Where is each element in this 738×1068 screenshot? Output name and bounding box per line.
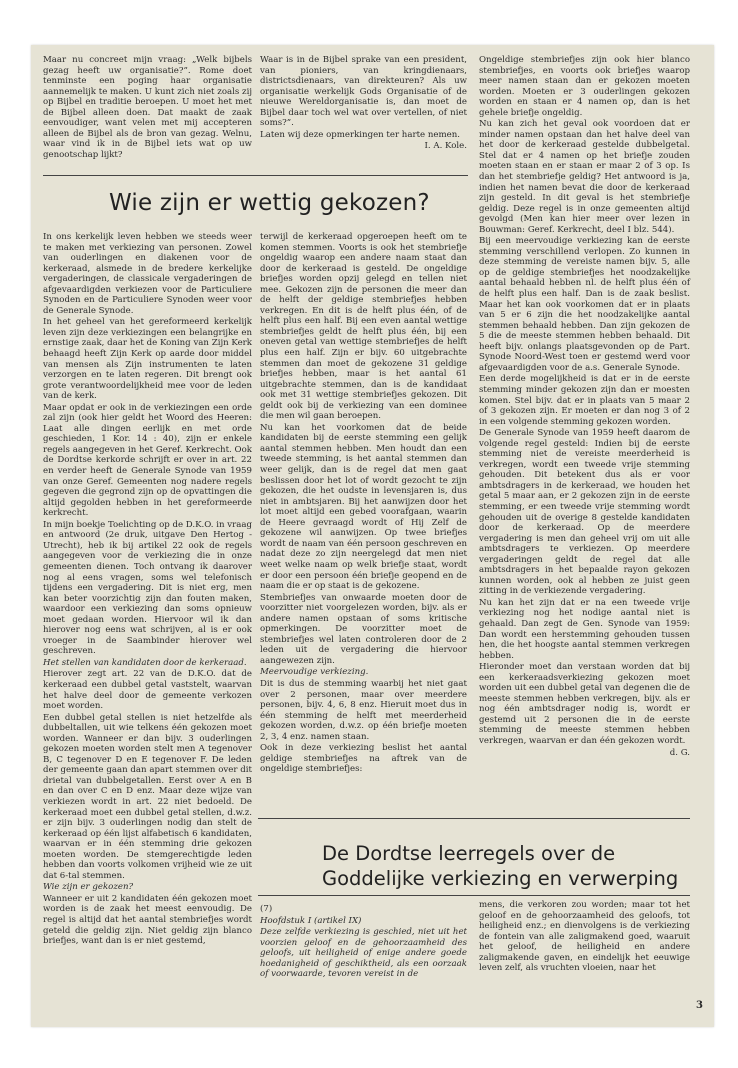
top-column-1 xyxy=(43,55,252,160)
top-column-2 xyxy=(260,55,467,152)
article-2-text-part-1: Deze zelfde verkiezing is geschied, niet uit het voorzien geloof en de gehoorzaamheid des geloofs, uit heiligheid of enige andere goede hoedanigheid of geschiktheid, als een oorzaak of voorwaarde, tevoren vereist in de xyxy=(260,927,467,980)
article-1-col2-paragraph: terwijl de kerkeraad opgeroepen heeft om te komen stemmen. Voorts is ook het stembriefje ongeldig waarop een andere naam staat dan door de kerkeraad is gesteld. De ongeldige briefjes worden opzij gelegd en tellen niet mee. Gekozen zijn de personen die meer dan de helft der geldige stembriefjes hebben verkregen. En dit is de helft plus één, of de helft plus een half. Bij een even aantal wettige stembriefjes geldt de helft plus één, bij een oneven getal van wettige stembriefjes de helft plus een half. Zijn er bijv. 60 uitgebrachte stemmen dan moet de gekozene 31 geldige briefjes hebben, maar is het aantal 61 uitgebrachte stemmen, dan is de kandidaat ook met 31 wettige stembriefjes gekozen. Dit geldt ook bij de verkiezing van een dominee die men wil gaan beroepen. xyxy=(260,232,467,422)
top-col2-paragraph: Laten wij deze opmerkingen ter harte nemen. xyxy=(260,129,460,140)
top-col3-paragraph: Een derde mogelijkheid is dat er in de eerste stemming minder gekozen zijn dan er moesten komen. Stel bijv. dat er in plaats van 5 maar 2 of 3 gekozen zijn. Er moeten er dan nog 3 of 2 in een volgende stemming gekozen worden. xyxy=(479,374,690,427)
article-1-col1-subheading: Wie zijn er gekozen? xyxy=(43,882,134,893)
top-col3-paragraph: Nu kan het zijn dat er na een tweede vrije verkiezing nog het nodige aantal niet is gehaald. Dan zegt de Gen. Synode van 1959: Dan wordt een herstemming gehouden tussen hen, die het hoogste aantal stemmen verkregen hebben. xyxy=(479,597,690,661)
article-2-text-part-2: mens, die verkoren zou worden; maar tot het geloof en de gehoorzaamheid des geloofs, tot heiligheid enz.; en dienvolgens is de verkiezing de fontein van alle zaligmakend goed, waaruit het geloof, de heiligheid en andere zaligmakende gaven, en eindelijk het eeuwige leven zelf, als vruchten vloeien, naar het xyxy=(479,900,690,974)
divider-rule-under-article-2-title xyxy=(258,895,690,896)
top-col2-paragraph: Waar is in de Bijbel sprake van een president, van pioniers, van kringdienaars, districtsdienaars, van direkteuren? Als uw organisatie werkelijk Gods Organisatie of de nieuwe Wereldorganisatie is, dan moet de Bijbel daar toch wel wat over vertellen, of niet soms?”. xyxy=(260,55,467,129)
article-1-col1-paragraph: Maar opdat er ook in de verkiezingen een orde zal zijn (ook hier geldt het Woord des Heeren: Laat alle dingen eerlijk en met orde geschieden, 1 Kor. 14 : 40), zijn er enkele regels aangegeven in het Geref. Kerkrecht. Ook de Dordtse kerkorde schrijft er over in art. 22 en verder heeft de Generale Synode van 1959 van onze Geref. Gemeenten nog nadere regels gegeven die gegrond zijn op de opvattingen die altijd gegolden hebben in het gereformeerde kerkrecht. xyxy=(43,402,252,519)
top-column-3 xyxy=(479,55,690,758)
top-col1-paragraph: Maar nu concreet mijn vraag: „Welk bijbels gezag heeft uw organisatie?”. Rome doet tenminste een poging haar organisatie aannemelijk te maken. U kunt zich niet zoals zij op Bijbel en traditie beroepen. U moet het met de Bijbel alleen doen. Dat maakt de zaak eenvoudiger, want velen met mij accepteren alleen de Bijbel als de bron van gezag. Welnu, waar vind ik in de Bijbel iets wat op uw genootschap lijkt? xyxy=(43,55,252,160)
article-1-col1-subheading: Het stellen van kandidaten door de kerkeraad. xyxy=(43,657,247,668)
article-2-chapter: Hoofdstuk I (artikel IX) xyxy=(260,915,362,926)
article-2-column-2 xyxy=(260,904,467,980)
article-1-column-1 xyxy=(43,232,252,947)
article-2-column-3 xyxy=(479,900,690,974)
top-col3-paragraph: Ongeldige stembriefjes zijn ook hier blanco stembriefjes, en voorts ook briefjes waarop meer namen staan dan er gekozen moeten worden. Moeten er 3 ouderlingen gekozen worden en staan er 4 namen op, dan is het gehele briefje ongeldig. xyxy=(479,55,690,118)
top-col3-paragraph: Nu kan zich het geval ook voordoen dat er minder namen opstaan dan het halve deel van het door de kerkeraad gestelde dubbelgetal. Stel dat er 4 namen op het briefje zouden moeten staan en er staan er maar 2 of 3 op. Is dan het stembriefje geldig? Het antwoord is ja, indien het namen bevat die door de kerkeraad zijn gesteld. In dit geval is het stembriefje geldig. Deze regel is in onze gemeenten altijd gevolgd (Men kan hier meer over lezen in Bouwman: Geref. Kerkrecht, deel I blz. 544). xyxy=(479,119,690,235)
article-1-column-2 xyxy=(260,232,467,775)
article-1-col1-paragraph: In ons kerkelijk leven hebben we steeds weer te maken met verkiezing van personen. Zowel van ouderlingen en diakenen voor de kerkeraad, alsmede in de bredere kerkelijke vergaderingen, de classicale vergaderingen de afgevaardigden verkiezen voor de Particuliere Synoden en de Particuliere Synoden weer voor de Generale Synode. xyxy=(43,232,252,316)
author-signature-initials: d. G. xyxy=(669,747,690,758)
author-signature: I. A. Kole. xyxy=(424,141,467,152)
article-1-col2-paragraph: Stembriefjes van onwaarde moeten door de voorzitter niet voorgelezen worden, bijv. als er andere namen opstaan of soms kritische opmerkingen. De voorzitter moet de stembriefjes wel laten controleren door de 2 leden uit de vergadering die hiervoor aangewezen zijn. xyxy=(260,592,467,666)
article-1-col2-subheading: Meervoudige verkiezing. xyxy=(260,667,369,678)
page-number: 3 xyxy=(696,1000,703,1011)
article-1-col2-paragraph: Dit is dus de stemming waarbij het niet gaat over 2 personen, maar over meerdere personen, bijv. 4, 6, 8 enz. Hieruit moet dus in één stemming de helft met meerderheid gekozen worden, d.w.z. op één briefje moeten 2, 3, 4 enz. namen staan. xyxy=(260,678,467,742)
divider-rule-article-2 xyxy=(258,818,690,819)
article-1-title: Wie zijn er wettig gekozen? xyxy=(109,190,430,216)
article-1-col1-paragraph: In mijn boekje Toelichting op de D.K.O. in vraag en antwoord (2e druk, uitgave Den Hertog - Utrecht), heb ik bij artikel 22 ook de regels aangegeven voor de verkiezing die in onze gemeenten dienen. Toch ontvang ik daarover nog al eens vragen, soms wel telefonisch tijdens een vergadering. Dit is niet erg, men kan beter voorzichtig zijn dan fouten maken, waardoor een verkiezing dan soms opnieuw moet gedaan worden. Hiervoor wil ik dan hierover nog eens wat schrijven, al is er ook vroeger in de Saambinder hierover wel geschreven. xyxy=(43,519,253,657)
top-col3-paragraph: Bij een meervoudige verkiezing kan de eerste stemming verschillend verlopen. Zo kunnen in deze stemming de vereiste namen bijv. 5, alle op de geldige stembriefjes het noodzakelijke aantal behaald hebben nl. de helft plus één of de helft plus een half. Dan is de zaak beslist. Maar het kan ook voorkomen dat er in plaats van 5 er 6 zijn die het noodzakelijke aantal stemmen behaald hebben. Dan zijn gekozen de 5 die de meeste stemmen hebben behaald. Dit heeft bijv. onlangs plaatsgevonden op de Part. Synode Noord-West toen er gestemd werd voor afgevaardigden voor de a.s. Generale Synode. xyxy=(479,236,690,373)
top-col3-paragraph: De Generale Synode van 1959 heeft daarom de volgende regel gesteld: Indien bij de eerste stemming niet de vereiste meerderheid is verkregen, wordt een tweede vrije stemming gehouden. Dit betekent dus als er voor ambtsdragers in de kerkeraad, we houden het getal 5 maar aan, er 2 gekozen zijn in de eerste stemming, er een tweede vrije stemming wordt gehouden uit de overige 8 gestelde kandidaten door de kerkeraad. Op de meerdere vergadering is men dan geheel vrij om uit alle ambtsdragers te verkiezen. Op meerdere vergaderingen geldt de regel dat alle ambtsdragers in het bepaalde rayon gekozen kunnen worden, ook al hebben ze juist geen zitting in de verkiezende vergadering. xyxy=(479,428,690,597)
article-2-title-line-1: De Dordtse leerregels over de xyxy=(322,842,616,865)
article-1-col1-paragraph: Hierover zegt art. 22 van de D.K.O. dat de kerkeraad een dubbel getal vaststelt, waarvan het halve deel door de gemeente verkozen moet worden. xyxy=(43,669,252,712)
article-1-col1-paragraph: Een dubbel getal stellen is niet hetzelfde als dubbeltallen, uit wie telkens één gekozen moet worden. Wanneer er dan bijv. 3 ouderlingen gekozen moeten worden stelt men A tegenover B, C tegenover D en E tegenover F. De leden der gemeente gaan dan apart stemmen over dit drietal van dubbelgetallen. Eerst over A en B en dan over C en D enz. Maar deze wijze van verkiezen wordt in art. 22 niet bedoeld. De kerkeraad moet een dubbel getal stellen, d.w.z. er zijn bijv. 3 ouderlingen nodig dan stelt de kerkeraad op één lijst alfabetisch 6 kandidaten, waarvan er in één stemming drie gekozen moeten worden. De stemgerechtigde leden hebben dan voorts volkomen vrijheid wie ze uit dat 6-tal stemmen. xyxy=(43,712,252,881)
divider-rule-top xyxy=(43,175,468,176)
article-1-col1-paragraph: Wanneer er uit 2 kandidaten één gekozen moet worden is de zaak het meest eenvoudig. De regel is altijd dat het aantal stembriefjes wordt geteld die geldig zijn. Niet geldig zijn blanco briefjes, want dan is er niet gestemd, xyxy=(43,893,252,947)
article-2-title-line-2: Goddelijke verkiezing en verwerping xyxy=(322,867,679,890)
article-1-col1-paragraph: In het geheel van het gereformeerd kerkelijk leven zijn deze verkiezingen een belangrijke en ernstige zaak, daar het de Koning van Zijn Kerk behaagd heeft Zijn Kerk op aarde door middel van mensen als Zijn instrumenten te laten verzorgen en te laten regeren. Dit brengt ook grote verantwoordelijkheid mee voor de leden van de kerk. xyxy=(43,317,252,402)
article-1-col2-paragraph: Nu kan het voorkomen dat de beide kandidaten bij de eerste stemming een gelijk aantal stemmen hebben. Men houdt dan een tweede stemming, is het aantal stemmen dan weer gelijk, dan is de regel dat men gaat beslissen door het lot of wordt gezocht te zijn gekozen, die het oudste in levensjaren is, dus niet in ambtsjaren. Bij het aanwijzen door het lot moet altijd een gebed voorafgaan, waarin de Heere gevraagd wordt of Hij Zelf de gekozene wil aanwijzen. Op twee briefjes wordt de naam van één persoon geschreven en nadat deze zo zijn neergelegd dat men niet weet welke naam op welk briefje staat, wordt er door een persoon één briefje geopend en de naam die er op staat is de gekozene. xyxy=(260,422,467,592)
top-col3-paragraph: Hieronder moet dan verstaan worden dat bij een kerkeraadsverkiezing gekozen moet worden uit een dubbel getal van degenen die de meeste stemmen hebben verkregen, bijv. als er nog één ambtsdrager nodig is, wordt er gestemd uit 2 personen die in de eerste stemming de meeste stemmen hebben verkregen, waarvan er dan één gekozen wordt. xyxy=(479,662,690,746)
article-2-number: (7) xyxy=(260,904,273,914)
article-1-col2-paragraph: Ook in deze verkiezing beslist het aantal geldige stembriefjes na aftrek van de ongeldige stembriefjes: xyxy=(260,743,467,775)
